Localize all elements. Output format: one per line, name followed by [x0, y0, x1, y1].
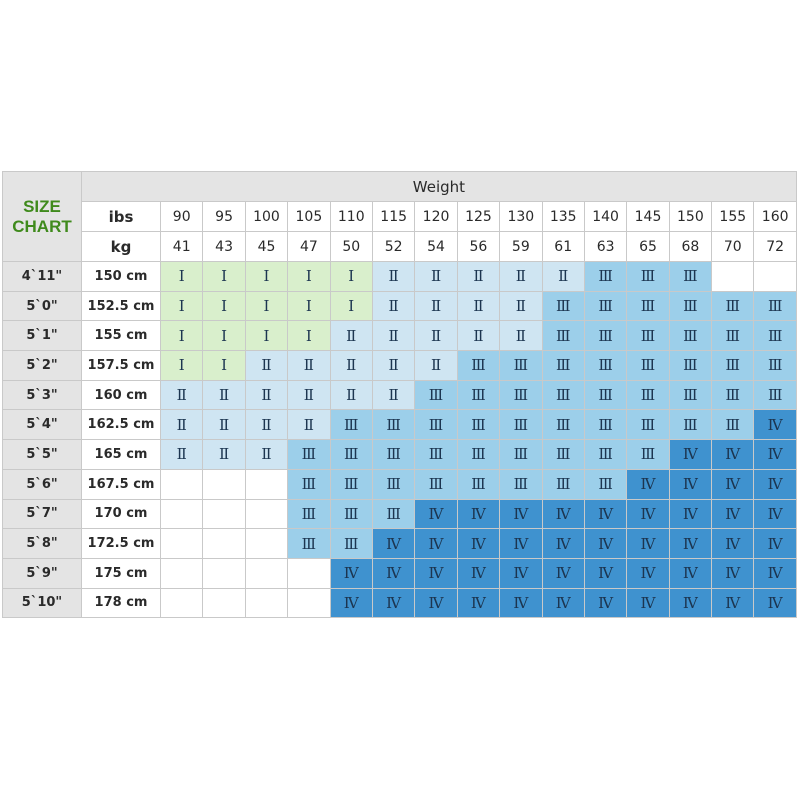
height-feet: 5`5": [3, 440, 82, 470]
size-cell: Ⅲ: [542, 351, 584, 381]
size-cell: Ⅲ: [288, 440, 330, 470]
height-feet: 5`7": [3, 499, 82, 529]
size-cell: Ⅳ: [712, 558, 754, 588]
size-cell: Ⅲ: [754, 380, 796, 410]
size-cell: Ⅳ: [754, 588, 796, 618]
size-cell: Ⅱ: [161, 380, 203, 410]
table-row: [3, 499, 797, 529]
table-row: [3, 440, 797, 470]
size-cell: Ⅳ: [669, 588, 711, 618]
size-cell: Ⅱ: [288, 380, 330, 410]
size-cell: Ⅳ: [712, 529, 754, 559]
empty-cell: [203, 499, 245, 529]
size-cell: Ⅱ: [415, 351, 457, 381]
size-cell: Ⅱ: [330, 351, 372, 381]
size-cell: Ⅱ: [288, 351, 330, 381]
empty-cell: [161, 499, 203, 529]
size-cell: Ⅱ: [415, 291, 457, 321]
size-cell: Ⅰ: [330, 262, 372, 292]
ibs-value: 150: [669, 202, 711, 232]
size-cell: Ⅳ: [500, 499, 542, 529]
size-cell: Ⅲ: [330, 440, 372, 470]
size-cell: Ⅱ: [500, 291, 542, 321]
size-cell: Ⅲ: [754, 321, 796, 351]
size-cell: Ⅲ: [415, 440, 457, 470]
empty-cell: [161, 529, 203, 559]
height-cm: 167.5 cm: [82, 469, 161, 499]
size-cell: Ⅱ: [500, 321, 542, 351]
empty-cell: [245, 529, 287, 559]
size-cell: Ⅲ: [372, 499, 414, 529]
size-cell: Ⅳ: [500, 588, 542, 618]
size-cell: Ⅱ: [203, 440, 245, 470]
height-feet: 5`8": [3, 529, 82, 559]
kg-value: 65: [627, 232, 669, 262]
size-cell: Ⅱ: [415, 262, 457, 292]
kg-value: 47: [288, 232, 330, 262]
weight-label: Weight: [82, 172, 797, 202]
size-cell: Ⅱ: [500, 262, 542, 292]
kg-row: [3, 232, 797, 262]
height-cm: 157.5 cm: [82, 351, 161, 381]
size-cell: Ⅲ: [584, 291, 626, 321]
size-cell: Ⅳ: [669, 499, 711, 529]
height-cm: 162.5 cm: [82, 410, 161, 440]
size-cell: Ⅰ: [288, 321, 330, 351]
height-cm: 155 cm: [82, 321, 161, 351]
size-cell: Ⅲ: [330, 529, 372, 559]
size-cell: Ⅳ: [627, 499, 669, 529]
size-cell: Ⅰ: [203, 351, 245, 381]
size-cell: Ⅳ: [500, 558, 542, 588]
size-cell: Ⅳ: [584, 499, 626, 529]
size-cell: Ⅳ: [330, 558, 372, 588]
size-cell: Ⅳ: [627, 469, 669, 499]
size-cell: Ⅳ: [754, 529, 796, 559]
size-cell: Ⅱ: [542, 262, 584, 292]
size-cell: Ⅳ: [669, 529, 711, 559]
size-cell: Ⅱ: [372, 321, 414, 351]
ibs-row: [3, 202, 797, 232]
size-cell: Ⅲ: [500, 440, 542, 470]
size-cell: Ⅳ: [372, 588, 414, 618]
size-cell: Ⅲ: [712, 291, 754, 321]
size-cell: Ⅲ: [457, 380, 499, 410]
empty-cell: [161, 588, 203, 618]
ibs-value: 125: [457, 202, 499, 232]
size-cell: Ⅱ: [457, 262, 499, 292]
size-cell: Ⅲ: [584, 351, 626, 381]
empty-cell: [161, 469, 203, 499]
ibs-value: 155: [712, 202, 754, 232]
size-cell: Ⅲ: [330, 499, 372, 529]
table-row: [3, 588, 797, 618]
height-feet: 4`11": [3, 262, 82, 292]
size-cell: Ⅲ: [288, 499, 330, 529]
size-cell: Ⅰ: [288, 291, 330, 321]
size-cell: Ⅳ: [754, 440, 796, 470]
height-feet: 5`0": [3, 291, 82, 321]
size-cell: Ⅱ: [415, 321, 457, 351]
size-cell: Ⅳ: [457, 588, 499, 618]
ibs-value: 100: [245, 202, 287, 232]
size-cell: Ⅳ: [415, 529, 457, 559]
size-cell: Ⅲ: [584, 262, 626, 292]
size-cell: Ⅱ: [161, 410, 203, 440]
height-cm: 150 cm: [82, 262, 161, 292]
size-cell: Ⅱ: [330, 321, 372, 351]
empty-cell: [245, 469, 287, 499]
height-cm: 178 cm: [82, 588, 161, 618]
size-cell: Ⅳ: [457, 558, 499, 588]
size-cell: Ⅰ: [203, 262, 245, 292]
size-cell: Ⅲ: [500, 469, 542, 499]
empty-cell: [203, 469, 245, 499]
size-cell: Ⅱ: [372, 262, 414, 292]
table-row: [3, 469, 797, 499]
kg-value: 54: [415, 232, 457, 262]
height-feet: 5`2": [3, 351, 82, 381]
size-cell: Ⅲ: [457, 410, 499, 440]
size-cell: Ⅳ: [754, 410, 796, 440]
size-cell: Ⅳ: [330, 588, 372, 618]
size-cell: Ⅳ: [415, 558, 457, 588]
size-cell: Ⅳ: [754, 558, 796, 588]
kg-value: 45: [245, 232, 287, 262]
size-cell: Ⅲ: [415, 469, 457, 499]
size-cell: Ⅲ: [584, 440, 626, 470]
ibs-value: 160: [754, 202, 796, 232]
height-cm: 165 cm: [82, 440, 161, 470]
height-cm: 152.5 cm: [82, 291, 161, 321]
size-cell: Ⅰ: [245, 291, 287, 321]
kg-value: 56: [457, 232, 499, 262]
size-cell: Ⅳ: [712, 588, 754, 618]
size-cell: Ⅳ: [542, 558, 584, 588]
size-cell: Ⅰ: [245, 262, 287, 292]
size-cell: Ⅲ: [500, 380, 542, 410]
table-row: [3, 529, 797, 559]
size-cell: Ⅳ: [415, 499, 457, 529]
size-cell: Ⅰ: [161, 321, 203, 351]
ibs-value: 140: [584, 202, 626, 232]
size-cell: Ⅲ: [457, 351, 499, 381]
size-cell: Ⅰ: [203, 321, 245, 351]
size-cell: Ⅲ: [288, 469, 330, 499]
kg-value: 70: [712, 232, 754, 262]
size-cell: Ⅲ: [669, 410, 711, 440]
size-cell: Ⅰ: [245, 321, 287, 351]
size-cell: Ⅳ: [712, 499, 754, 529]
size-cell: Ⅲ: [457, 469, 499, 499]
size-cell: Ⅳ: [754, 499, 796, 529]
size-cell: Ⅳ: [372, 529, 414, 559]
size-cell: Ⅲ: [669, 321, 711, 351]
size-cell: Ⅱ: [245, 440, 287, 470]
size-cell: Ⅳ: [584, 529, 626, 559]
size-cell: Ⅲ: [584, 380, 626, 410]
kg-value: 61: [542, 232, 584, 262]
size-cell: Ⅰ: [161, 262, 203, 292]
size-cell: Ⅲ: [627, 262, 669, 292]
empty-cell: [712, 262, 754, 292]
size-cell: Ⅳ: [669, 440, 711, 470]
size-cell: Ⅱ: [372, 351, 414, 381]
empty-cell: [245, 499, 287, 529]
ibs-value: 145: [627, 202, 669, 232]
table-row: [3, 558, 797, 588]
size-cell: Ⅲ: [500, 351, 542, 381]
kg-label: kg: [82, 232, 161, 262]
size-cell: Ⅲ: [542, 410, 584, 440]
size-cell: Ⅱ: [288, 410, 330, 440]
height-feet: 5`9": [3, 558, 82, 588]
ibs-value: 95: [203, 202, 245, 232]
size-cell: Ⅰ: [330, 291, 372, 321]
empty-cell: [288, 558, 330, 588]
size-cell: Ⅳ: [669, 558, 711, 588]
size-chart-table: [2, 171, 797, 618]
empty-cell: [203, 529, 245, 559]
height-cm: 160 cm: [82, 380, 161, 410]
size-cell: Ⅲ: [627, 321, 669, 351]
ibs-value: 120: [415, 202, 457, 232]
height-feet: 5`1": [3, 321, 82, 351]
size-cell: Ⅰ: [203, 291, 245, 321]
size-chart-title: [3, 172, 82, 262]
size-cell: Ⅳ: [712, 440, 754, 470]
kg-value: 43: [203, 232, 245, 262]
size-cell: Ⅲ: [669, 262, 711, 292]
size-cell: Ⅲ: [542, 291, 584, 321]
kg-value: 63: [584, 232, 626, 262]
size-cell: Ⅱ: [245, 410, 287, 440]
empty-cell: [245, 588, 287, 618]
size-cell: Ⅳ: [415, 588, 457, 618]
ibs-value: 105: [288, 202, 330, 232]
size-cell: Ⅲ: [288, 529, 330, 559]
size-cell: Ⅲ: [712, 351, 754, 381]
size-cell: Ⅲ: [627, 351, 669, 381]
weight-header-row: [3, 172, 797, 202]
size-cell: Ⅲ: [627, 410, 669, 440]
height-cm: 175 cm: [82, 558, 161, 588]
size-cell: Ⅲ: [669, 380, 711, 410]
size-cell: Ⅲ: [372, 469, 414, 499]
size-cell: Ⅳ: [457, 499, 499, 529]
table-row: [3, 410, 797, 440]
size-cell: Ⅱ: [330, 380, 372, 410]
size-cell: Ⅲ: [669, 351, 711, 381]
size-cell: Ⅳ: [542, 529, 584, 559]
size-cell: Ⅳ: [584, 588, 626, 618]
kg-value: 50: [330, 232, 372, 262]
size-cell: Ⅲ: [627, 440, 669, 470]
size-cell: Ⅲ: [457, 440, 499, 470]
empty-cell: [245, 558, 287, 588]
ibs-label: ibs: [82, 202, 161, 232]
size-cell: Ⅱ: [161, 440, 203, 470]
size-cell: Ⅲ: [372, 410, 414, 440]
empty-cell: [288, 588, 330, 618]
ibs-value: 90: [161, 202, 203, 232]
size-cell: Ⅱ: [372, 380, 414, 410]
size-cell: Ⅳ: [627, 588, 669, 618]
empty-cell: [754, 262, 796, 292]
size-cell: Ⅳ: [584, 558, 626, 588]
size-cell: Ⅲ: [627, 380, 669, 410]
size-cell: Ⅲ: [584, 469, 626, 499]
height-feet: 5`6": [3, 469, 82, 499]
size-cell: Ⅲ: [584, 410, 626, 440]
size-cell: Ⅳ: [669, 469, 711, 499]
ibs-value: 115: [372, 202, 414, 232]
size-cell: Ⅱ: [457, 291, 499, 321]
size-cell: Ⅳ: [627, 529, 669, 559]
size-cell: Ⅲ: [330, 410, 372, 440]
height-cm: 170 cm: [82, 499, 161, 529]
size-cell: Ⅰ: [161, 291, 203, 321]
size-cell: Ⅲ: [415, 410, 457, 440]
size-cell: Ⅲ: [627, 291, 669, 321]
size-cell: Ⅳ: [754, 469, 796, 499]
size-cell: Ⅲ: [542, 321, 584, 351]
ibs-value: 130: [500, 202, 542, 232]
height-feet: 5`3": [3, 380, 82, 410]
height-feet: 5`10": [3, 588, 82, 618]
height-cm: 172.5 cm: [82, 529, 161, 559]
size-cell: Ⅳ: [542, 499, 584, 529]
kg-value: 41: [161, 232, 203, 262]
table-row: [3, 262, 797, 292]
kg-value: 59: [500, 232, 542, 262]
title-line-1: SIZE: [23, 196, 61, 216]
size-cell: Ⅲ: [415, 380, 457, 410]
table-row: [3, 321, 797, 351]
size-cell: Ⅲ: [542, 440, 584, 470]
empty-cell: [161, 558, 203, 588]
size-cell: Ⅲ: [754, 351, 796, 381]
size-cell: Ⅲ: [712, 380, 754, 410]
kg-value: 52: [372, 232, 414, 262]
size-cell: Ⅲ: [542, 469, 584, 499]
size-cell: Ⅲ: [669, 291, 711, 321]
size-cell: Ⅳ: [712, 469, 754, 499]
table-row: [3, 351, 797, 381]
kg-value: 72: [754, 232, 796, 262]
size-cell: Ⅱ: [203, 380, 245, 410]
size-cell: Ⅲ: [330, 469, 372, 499]
table-row: [3, 291, 797, 321]
size-cell: Ⅱ: [203, 410, 245, 440]
size-cell: Ⅲ: [584, 321, 626, 351]
ibs-value: 110: [330, 202, 372, 232]
size-cell: Ⅲ: [542, 380, 584, 410]
size-cell: Ⅲ: [500, 410, 542, 440]
size-cell: Ⅰ: [161, 351, 203, 381]
size-cell: Ⅰ: [288, 262, 330, 292]
size-cell: Ⅳ: [500, 529, 542, 559]
size-cell: Ⅲ: [372, 440, 414, 470]
empty-cell: [203, 588, 245, 618]
kg-value: 68: [669, 232, 711, 262]
size-cell: Ⅱ: [245, 380, 287, 410]
size-cell: Ⅳ: [542, 588, 584, 618]
size-cell: Ⅱ: [457, 321, 499, 351]
empty-cell: [203, 558, 245, 588]
size-cell: Ⅲ: [712, 321, 754, 351]
size-cell: Ⅲ: [712, 410, 754, 440]
size-cell: Ⅳ: [372, 558, 414, 588]
size-cell: Ⅳ: [457, 529, 499, 559]
height-feet: 5`4": [3, 410, 82, 440]
table-row: [3, 380, 797, 410]
title-line-2: CHART: [12, 216, 72, 236]
size-cell: Ⅳ: [627, 558, 669, 588]
size-cell: Ⅱ: [372, 291, 414, 321]
ibs-value: 135: [542, 202, 584, 232]
size-cell: Ⅱ: [245, 351, 287, 381]
size-cell: Ⅲ: [754, 291, 796, 321]
